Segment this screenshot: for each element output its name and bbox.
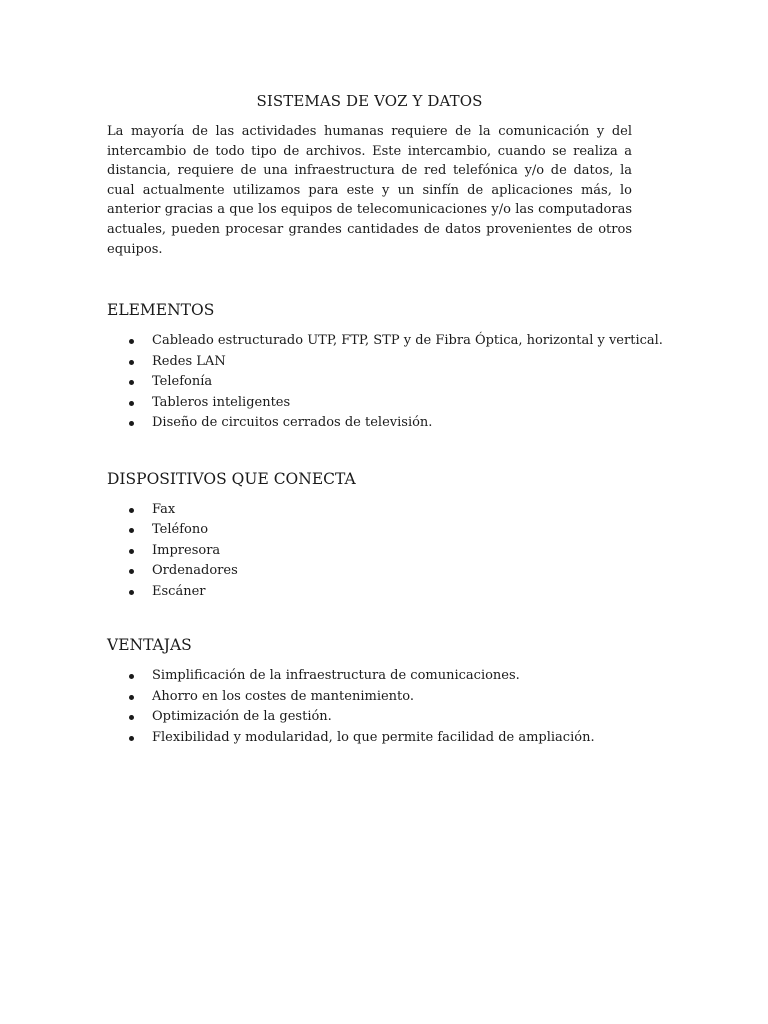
bullet-icon <box>129 549 134 554</box>
document-page <box>107 92 663 748</box>
list-item-text: Escáner <box>152 583 206 599</box>
bullet-icon <box>129 380 134 385</box>
section-dispositivos <box>107 470 632 603</box>
list-item <box>107 728 632 749</box>
list-item-text: Flexibilidad y modularidad, lo que permite facilidad de ampliación. <box>152 729 595 745</box>
list-item <box>107 582 632 603</box>
list-item <box>107 707 632 728</box>
list-item-text: Telefonía <box>152 374 213 390</box>
list-item <box>107 666 632 687</box>
list-item-text: Diseño de circuitos cerrados de televisión. <box>152 415 433 431</box>
list-item-text: Teléfono <box>152 522 209 538</box>
document-title: SISTEMAS DE VOZ Y DATOS <box>256 92 483 110</box>
list-elementos <box>107 331 663 434</box>
list-item <box>107 520 632 541</box>
bullet-icon <box>129 715 134 720</box>
list-item <box>107 352 632 373</box>
bullet-icon <box>129 528 134 533</box>
list-item <box>107 393 632 414</box>
list-item-text: Ordenadores <box>152 563 238 579</box>
bullet-icon <box>129 590 134 595</box>
list-item-text: Optimización de la gestión. <box>152 709 332 725</box>
list-item-text: Ahorro en los costes de mantenimiento. <box>152 688 415 704</box>
section-elementos <box>107 301 663 434</box>
list-dispositivos <box>107 500 632 603</box>
bullet-icon <box>129 736 134 741</box>
section-heading-ventajas: VENTAJAS <box>107 636 192 655</box>
list-item <box>107 413 632 434</box>
bullet-icon <box>129 695 134 700</box>
section-heading-dispositivos: DISPOSITIVOS QUE CONECTA <box>107 469 356 488</box>
list-item <box>107 561 632 582</box>
list-item-text: Cableado estructurado UTP, FTP, STP y de Fibra Óptica, horizontal y vertical. <box>152 333 663 349</box>
bullet-icon <box>129 401 134 406</box>
list-item <box>107 541 632 562</box>
intro-paragraph: La mayoría de las actividades humanas requiere de la comunicación y del intercambio de todo tipo de archivos. Este intercambio, cuando se realiza a distancia, requiere de una infraestructura de red telefónica y/o de datos, la cual actualmente utilizamos para este y un sinfín de aplicaciones más, lo anterior gracias a que los equipos de telecomunicaciones y/o las computadoras actuales, pueden procesar grandes cantidades de datos provenientes de otros equipos. <box>107 124 632 257</box>
list-item-text: Simplificación de la infraestructura de comunicaciones. <box>152 668 520 684</box>
section-ventajas <box>107 636 632 748</box>
list-item-text: Redes LAN <box>152 353 226 369</box>
list-item-text: Tableros inteligentes <box>152 394 291 410</box>
list-item-text: Impresora <box>152 542 221 558</box>
section-heading-elementos: ELEMENTOS <box>107 301 215 320</box>
bullet-icon <box>129 421 134 426</box>
list-item-text: Fax <box>152 501 176 517</box>
list-item <box>107 331 663 352</box>
list-item <box>107 500 632 521</box>
list-item <box>107 687 632 708</box>
bullet-icon <box>129 569 134 574</box>
bullet-icon <box>129 674 134 679</box>
bullet-icon <box>129 360 134 365</box>
bullet-icon <box>129 339 134 344</box>
bullet-icon <box>129 508 134 513</box>
list-item <box>107 372 632 393</box>
list-ventajas <box>107 666 632 748</box>
